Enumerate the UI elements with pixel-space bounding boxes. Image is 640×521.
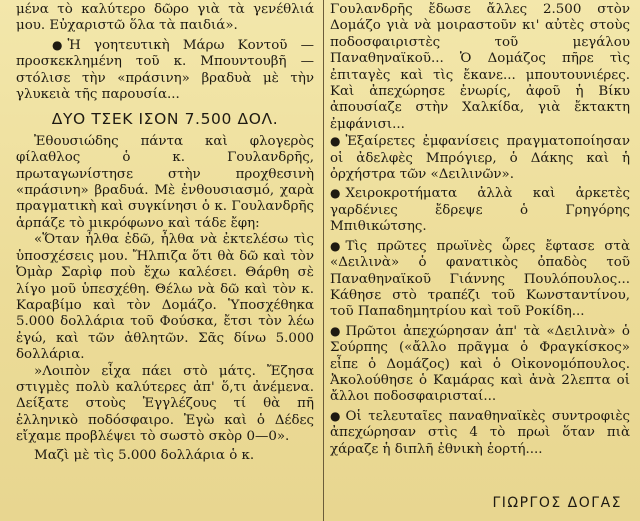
author-byline: ΓΙΩΡΓΟΣ ΔΟΓΑΣ [492, 494, 622, 511]
item-paragraph [330, 238, 630, 321]
section-headline: ΔΥΟ ΤΣΕΚ ΙΣΟΝ 7.500 ΔΟΛ. [51, 110, 279, 129]
item-paragraph [330, 408, 630, 458]
left-bottom-paragraph: Μαζὶ μὲ τὶς 5.000 δολλάρια ὁ κ. [34, 447, 255, 463]
bullet-icon: ● [330, 323, 341, 338]
right-top-paragraph: Γουλανδρῆς ἔδωσε ἄλλες 2.500 στὸν Δομάζο γιὰ νὰ μοιραστοῦν κι' αὐτὲς στοὺς ποδοσφαιριστὲς τοῦ μεγάλου Παναθηναϊκοῦ... Ὁ Δομάζος πῆρε τὶς ἐπιταγὲς καὶ τὶς ἔκανε... μπουτουνιέρες. Καὶ ἀπεχώρησε ἐνωρίς, ἀφοῦ ἡ Βίκυ ἀπουσίαζε στὴν Χαλκίδα, γιὰ ἔκτακτη ἐμφάνισι... [330, 2, 630, 132]
bullet-icon: ● [330, 186, 341, 201]
item-paragraph [330, 185, 630, 235]
item-paragraph [330, 323, 630, 406]
bullet-icon: ● [330, 408, 341, 423]
quote-paragraph: «Ὅταν ἦλθα ἐδῶ, ἦλθα νὰ ἐκτελέσω τὶς ὑποσχέσεις μου. Ἤλπιζα ὅτι θὰ δῶ καὶ τὸν Ὀμὰρ Σαρὶφ ποὺ ἔχω καλέσει. Θάρθη σὲ λίγο μοῦ ὑπεσχέθη. Θέλω νὰ δῶ καὶ τὸν κ. Καραβίμο καὶ τὸν Δομάζο. Ὑποσχέθηκα 5.000 δολλάρια τοῦ Φούσκα, ἔτσι τὸν λέω ἐγώ, καὶ τῶν ἀθλητῶν. Σᾶς δίνω 5.000 δολλάρια. [16, 232, 314, 363]
item-text: Ἐξαίρετες ἐμφανίσεις πραγματοποίησαν οἱ ἀδελφὲς Μπρόγιερ, ὁ Δάκης καὶ ἡ ὀρχήστρα τῶν «Δειλινῶν». [330, 134, 630, 183]
left-top-paragraph: μένα τὸ καλύτερο δῶρο γιὰ τὰ γενέθλιά μου. Εὐχαριστῶ ὅλα τὰ παιδιά». [16, 2, 314, 34]
koutou-text: Ἡ γοητευτικὴ Μάρω Κοντοῦ — προσκεκλημένη τοῦ κ. Μπουντουβῆ — στόλισε τὴν «πράσινη» βραδυὰ μὲ τὴν γλυκειὰ τῆς παρουσία... [16, 37, 314, 103]
right-column [330, 0, 630, 521]
koutou-paragraph [16, 37, 314, 104]
item-text: Πρῶτοι ἀπεχώρησαν ἀπ' τὰ «Δειλινὰ» ὁ Σούρπης («ἄλλο πρᾶγμα ὁ Φραγκίσκος» εἶπε ὁ Δομάζος) καὶ ὁ Οἰκονομόπουλος. Ἀκολούθησε ὁ Καμάρας καὶ ἀνὰ 2λεπτα οἱ ἄλλοι ποδοσφαιρισταί... [330, 323, 630, 405]
item-text: Τὶς πρῶτες πρωϊνὲς ὧρες ἔφτασε στὰ «Δειλινὰ» ὁ φανατικὸς ὀπαδὸς τοῦ Παναθηναϊκοῦ Γιάννης Πουλόπουλος... Κάθησε στὸ τραπέζι τοῦ Κωνσταντίνου, τοῦ Παπαδημητρίου καὶ τοῦ Ροκίδη... [330, 238, 630, 320]
column-divider [323, 0, 324, 521]
bullet-icon: ● [330, 238, 341, 253]
item-text: Χειροκροτήματα ἀλλὰ καὶ ἀρκετὲς γαρδένιες ἔδρεψε ὁ Γρηγόρης Μπιθικώτσης. [330, 186, 630, 235]
item-paragraph [330, 133, 630, 183]
item-text: Οἱ τελευταῖες παναθηναϊκὲς συντροφιὲς ἀπεχώρησαν στὶς 4 τὸ πρωὶ ὅταν πιὰ χάραζε ἡ διπλῆ ἐθνικὴ ἑορτή.... [330, 408, 630, 457]
left-column [16, 0, 314, 521]
match-paragraph: »Λοιπὸν εἶχα πάει στὸ μάτς. Ἔζησα στιγμὲς πολὺ καλύτερες ἀπ' ὅ,τι ἀνέμενα. Δείξατε στοὺς Ἐγγλέζους τί θὰ πῆ ἑλληνικὸ ποδόσφαιρο. Ἐγὼ καὶ ὁ Δέδες εἴχαμε προβλέψει τὸ σωστὸ σκὸρ 0—0». [16, 363, 314, 445]
enthusiasm-paragraph: Ἐθουσιώδης πάντα καὶ φλογερὸς φίλαθλος ὁ κ. Γουλανδρῆς, πρωταγωνίστησε στὴν προχθεσινὴ «πράσινη» βραδυά. Μὲ ἐνθουσιασμό, χαρὰ πραγματικὴ καὶ συγκίνησι ὁ κ. Γουλανδρῆς ἁρπάζε τὸ μικρόφωνο καὶ τάδε ἔφη: [16, 133, 314, 231]
bullet-icon: ● [52, 37, 63, 52]
bullet-icon: ● [330, 134, 341, 149]
